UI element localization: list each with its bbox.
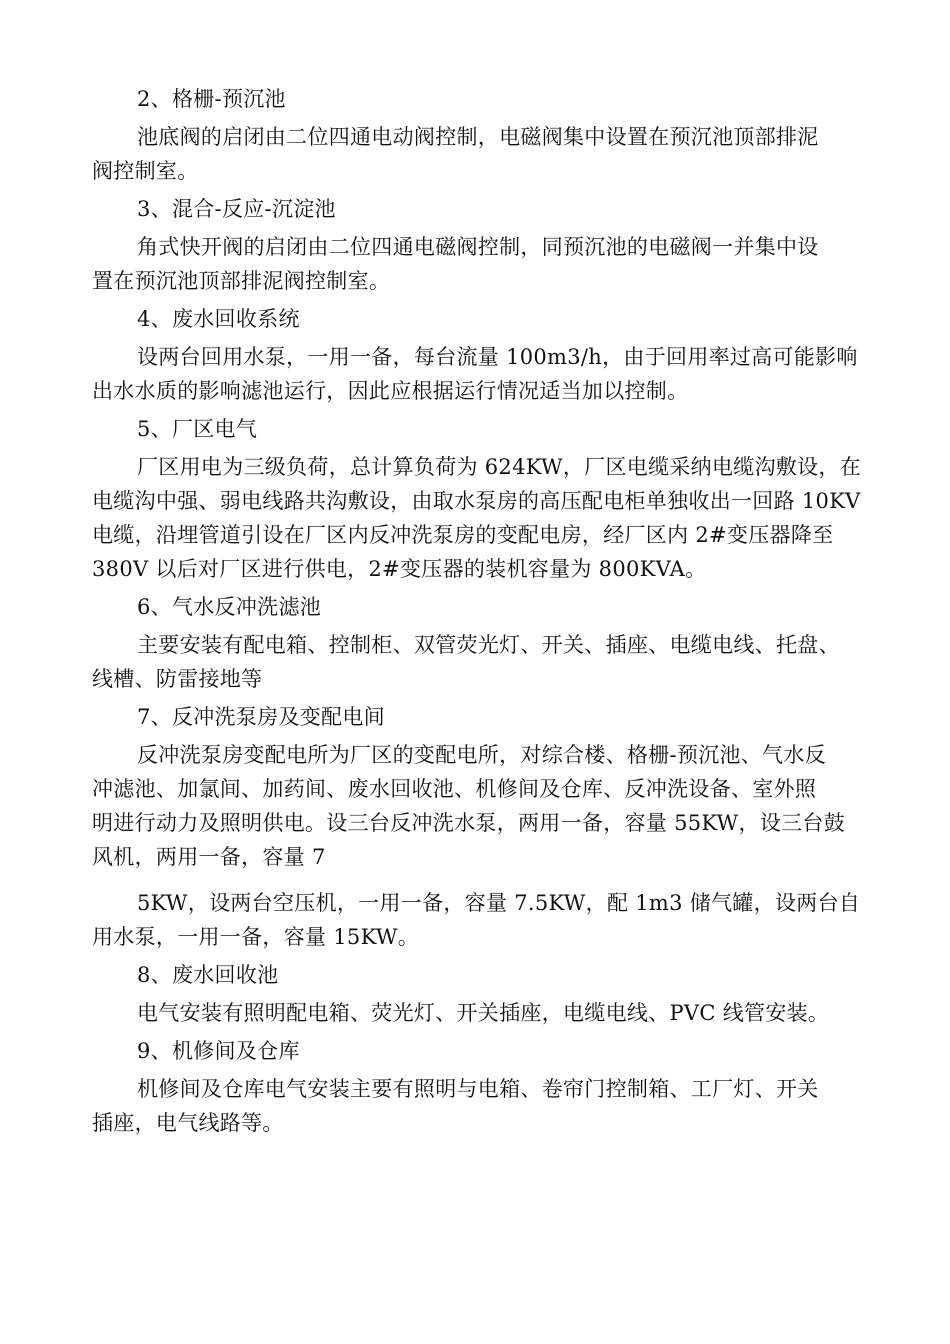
section-heading: 6、气水反冲洗滤池 [137, 595, 322, 619]
paragraph-line: 反冲洗泵房变配电所为厂区的变配电所，对综合楼、格栅-预沉池、气水反 [137, 743, 826, 767]
paragraph-line: 插座，电气线路等。 [92, 1111, 284, 1135]
section-paragraph [92, 1072, 862, 1140]
section-paragraph [92, 450, 862, 586]
paragraph-line: 角式快开阀的启闭由二位四通电磁阀控制，同预沉池的电磁阀一并集中设 [137, 235, 819, 259]
section-backwash-pump-room [92, 700, 862, 954]
paragraph-line: 风机，两用一备，容量 7 [92, 845, 326, 869]
paragraph-line: 用水泵，一用一备，容量 15KW。 [92, 925, 420, 949]
section-paragraph [92, 230, 862, 298]
section-heading: 3、混合-反应-沉淀池 [137, 197, 336, 221]
section-heading: 4、废水回收系统 [137, 307, 300, 331]
document-body [92, 82, 862, 1144]
paragraph-line: 电缆沟中强、弱电线路共沟敷设，由取水泵房的高压配电柜单独收出一回路 10KV [92, 489, 861, 513]
section-heading: 9、机修间及仓库 [137, 1039, 300, 1063]
paragraph-line: 明进行动力及照明供电。设三台反冲洗水泵，两用一备，容量 55KW，设三台鼓 [92, 811, 846, 835]
section-repair-shop-warehouse [92, 1034, 862, 1140]
paragraph-line: 380V 以后对厂区进行供电，2#变压器的装机容量为 800KVA。 [92, 557, 707, 581]
paragraph-line: 出水水质的影响滤池运行，因此应根据运行情况适当加以控制。 [92, 379, 689, 403]
section-heading: 8、废水回收池 [137, 963, 279, 987]
section-heading: 5、厂区电气 [137, 417, 258, 441]
section-grille-presedimentation [92, 82, 862, 188]
paragraph-line: 冲滤池、加氯间、加药间、废水回收池、机修间及仓库、反冲洗设备、室外照 [92, 777, 817, 801]
paragraph-line: 置在预沉池顶部排泥阀控制室。 [92, 269, 391, 293]
paragraph-line: 主要安装有配电箱、控制柜、双管荧光灯、开关、插座、电缆电线、托盘、 [137, 633, 840, 657]
section-heading: 7、反冲洗泵房及变配电间 [137, 705, 385, 729]
section-paragraph [92, 628, 862, 696]
paragraph-line: 电缆，沿埋管道引设在厂区内反冲洗泵房的变配电房，经厂区内 2#变压器降至 [92, 523, 834, 547]
paragraph-line: 机修间及仓库电气安装主要有照明与电箱、卷帘门控制箱、工厂灯、开关 [137, 1077, 819, 1101]
paragraph-line: 设两台回用水泵，一用一备，每台流量 100m3/h，由于回用率过高可能影响 [137, 345, 858, 369]
section-paragraph [92, 996, 862, 1030]
paragraph-line: 池底阀的启闭由二位四通电动阀控制，电磁阀集中设置在预沉池顶部排泥 [137, 125, 819, 149]
section-paragraph-continuation [92, 886, 862, 954]
paragraph-line: 厂区用电为三级负荷，总计算负荷为 624KW，厂区电缆采纳电缆沟敷设，在 [137, 455, 862, 479]
paragraph-line: 线槽、防雷接地等 [92, 667, 263, 691]
section-paragraph [92, 340, 862, 408]
section-plant-electrical [92, 412, 862, 586]
paragraph-line: 电气安装有照明配电箱、荧光灯、开关插座，电缆电线、PVC 线管安装。 [137, 1001, 830, 1025]
section-heading: 2、格栅-预沉池 [137, 87, 286, 111]
paragraph-line: 5KW，设两台空压机，一用一备，容量 7.5KW，配 1m3 储气罐，设两台自 [137, 891, 861, 915]
section-wastewater-recovery-system [92, 302, 862, 408]
section-paragraph [92, 738, 862, 874]
section-paragraph [92, 120, 862, 188]
section-mixing-reaction-sedimentation [92, 192, 862, 298]
page-break-gap [92, 878, 862, 886]
section-air-water-backwash-filter [92, 590, 862, 696]
section-wastewater-recovery-pool [92, 958, 862, 1030]
paragraph-line: 阀控制室。 [92, 159, 199, 183]
